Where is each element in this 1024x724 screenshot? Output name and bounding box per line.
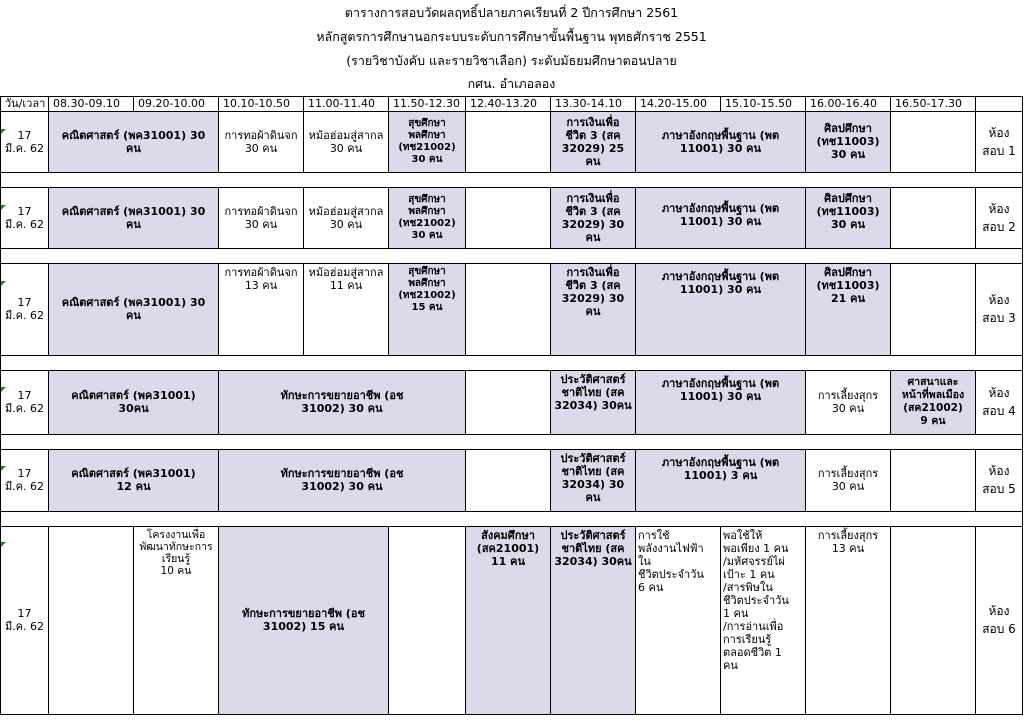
exam-cell[interactable]: หม้อฮ่อมสู่สากล 11 คน: [304, 263, 389, 355]
exam-cell[interactable]: การเงินเพื่อ ชีวิต 3 (สค 32029) 25 คน: [551, 111, 636, 172]
header-slot: 15.10-15.50: [721, 96, 806, 111]
empty-cell[interactable]: [49, 526, 134, 714]
table-row: [1, 187, 1023, 248]
exam-cell[interactable]: โครงงานเพื่อ พัฒนาทักษะการ เรียนรู้ 10 คน: [134, 526, 219, 714]
exam-cell[interactable]: การเลี้ยงสุกร 30 คน: [806, 370, 891, 434]
title-line-1: ตารางการสอบวัดผลฤทธิ์ปลายภาคเรียนที่ 2 ปีการศึกษา 2561: [344, 4, 679, 20]
comment-marker-icon: [1, 129, 6, 134]
exam-cell[interactable]: ศิลปศึกษา (ทช11003) 30 คน: [806, 187, 891, 248]
exam-cell[interactable]: คณิตศาสตร์ (พค31001) 30 คน: [49, 263, 219, 355]
header-slot: 16.00-16.40: [806, 96, 891, 111]
exam-cell[interactable]: สุขศึกษา พลศึกษา (ทช21002) 30 คน: [389, 111, 466, 172]
exam-cell[interactable]: การเงินเพื่อ ชีวิต 3 (สค 32029) 30 คน: [551, 263, 636, 355]
exam-cell[interactable]: ศาสนาและ หน้าที่พลเมือง (สค21002) 9 คน: [891, 370, 976, 434]
exam-cell[interactable]: คณิตศาสตร์ (พค31001) 30 คน: [49, 187, 219, 248]
empty-cell[interactable]: [466, 370, 551, 434]
empty-cell[interactable]: [466, 187, 551, 248]
exam-cell[interactable]: ภาษาอังกฤษพื้นฐาน (พต 11001) 30 คน: [636, 187, 806, 248]
row-gap: [1, 248, 1023, 263]
exam-cell[interactable]: ประวัติศาสตร์ ชาติไทย (สค 32034) 30คน: [551, 526, 636, 714]
exam-cell[interactable]: การทอผ้าดินจก 30 คน: [219, 187, 304, 248]
exam-cell[interactable]: การเลี้ยงสุกร 13 คน: [806, 526, 891, 714]
exam-cell[interactable]: คณิตศาสตร์ (พค31001) 12 คน: [49, 449, 219, 511]
room-cell[interactable]: ห้อง สอบ 3: [976, 263, 1023, 355]
header-slot: 11.00-11.40: [304, 96, 389, 111]
empty-cell[interactable]: [466, 449, 551, 511]
date-cell[interactable]: 17 มี.ค. 62: [1, 111, 49, 172]
date-cell[interactable]: 17 มี.ค. 62: [1, 263, 49, 355]
comment-marker-icon: [1, 466, 6, 471]
header-slot: 13.30-14.10: [551, 96, 636, 111]
exam-cell[interactable]: ประวัติศาสตร์ ชาติไทย (สค 32034) 30คน: [551, 370, 636, 434]
header-slot: 16.50-17.30: [891, 96, 976, 111]
exam-cell[interactable]: การเลี้ยงสุกร 30 คน: [806, 449, 891, 511]
row-gap: [1, 355, 1023, 370]
empty-cell[interactable]: [891, 526, 976, 714]
comment-marker-icon: [1, 542, 6, 547]
comment-marker-icon: [1, 387, 6, 392]
title-line-2: หลักสูตรการศึกษานอกระบบระดับการศึกษาขั้นพื้นฐาน พุทธศักราช 2551: [316, 28, 707, 44]
exam-cell[interactable]: คณิตศาสตร์ (พค31001) 30คน: [49, 370, 219, 434]
date-cell[interactable]: 17 มี.ค. 62: [1, 449, 49, 511]
exam-cell[interactable]: พอใช้ให้ พอเพียง 1 คน /มหัศจรรย์ไผ่ เป้าะ 1 คน /สารพิษใน ชีวิตประจำวัน 1 คน /การอ่านเพื่อ การเรียนรู้ ตลอดชีวิต 1 คน: [721, 526, 806, 714]
header-slot: 12.40-13.20: [466, 96, 551, 111]
empty-cell[interactable]: [891, 449, 976, 511]
row-gap: [1, 511, 1023, 526]
exam-cell[interactable]: การเงินเพื่อ ชีวิต 3 (สค 32029) 30 คน: [551, 187, 636, 248]
table-row: [1, 526, 1023, 714]
date-cell[interactable]: 17 มี.ค. 62: [1, 526, 49, 714]
empty-cell[interactable]: [466, 111, 551, 172]
exam-cell[interactable]: ทักษะการขยายอาชีพ (อช 31002) 30 คน: [219, 370, 466, 434]
comment-marker-icon: [1, 205, 6, 210]
exam-cell[interactable]: หม้อฮ่อมสู่สากล 30 คน: [304, 187, 389, 248]
room-cell[interactable]: ห้อง สอบ 4: [976, 370, 1023, 434]
header-slot: 08.30-09.10: [49, 96, 134, 111]
empty-cell[interactable]: [466, 263, 551, 355]
exam-cell[interactable]: การใช้ พลังงานไฟฟ้า ใน ชีวิตประจำวัน 6 คน: [636, 526, 721, 714]
header-slot: 11.50-12.30: [389, 96, 466, 111]
row-gap: [1, 434, 1023, 449]
room-cell[interactable]: ห้อง สอบ 5: [976, 449, 1023, 511]
exam-cell[interactable]: ภาษาอังกฤษพื้นฐาน (พต 11001) 30 คน: [636, 263, 806, 355]
table-row: [1, 449, 1023, 511]
room-cell[interactable]: ห้อง สอบ 1: [976, 111, 1023, 172]
comment-marker-icon: [1, 281, 6, 286]
exam-cell[interactable]: การทอผ้าดินจก 30 คน: [219, 111, 304, 172]
title-line-4: กศน. อำเภอลอง: [1, 72, 1023, 96]
empty-cell[interactable]: [389, 526, 466, 714]
exam-cell[interactable]: คณิตศาสตร์ (พค31001) 30 คน: [49, 111, 219, 172]
room-cell[interactable]: ห้อง สอบ 6: [976, 526, 1023, 714]
date-cell[interactable]: 17 มี.ค. 62: [1, 370, 49, 434]
empty-cell[interactable]: [891, 187, 976, 248]
exam-cell[interactable]: ประวัติศาสตร์ ชาติไทย (สค 32034) 30 คน: [551, 449, 636, 511]
exam-cell[interactable]: ภาษาอังกฤษพื้นฐาน (พต 11001) 3 คน: [636, 449, 806, 511]
empty-cell[interactable]: [891, 263, 976, 355]
exam-cell[interactable]: สุขศึกษา พลศึกษา (ทช21002) 30 คน: [389, 187, 466, 248]
table-row: [1, 111, 1023, 172]
header-slot: 14.20-15.00: [636, 96, 721, 111]
exam-cell[interactable]: สุขศึกษา พลศึกษา (ทช21002) 15 คน: [389, 263, 466, 355]
exam-cell[interactable]: ศิลปศึกษา (ทช11003) 21 คน: [806, 263, 891, 355]
header-day-time: วัน/เวลา: [1, 96, 49, 111]
exam-cell[interactable]: การทอผ้าดินจก 13 คน: [219, 263, 304, 355]
exam-cell[interactable]: ศิลปศึกษา (ทช11003) 30 คน: [806, 111, 891, 172]
exam-cell[interactable]: ทักษะการขยายอาชีพ (อช 31002) 15 คน: [219, 526, 389, 714]
table-row: [1, 370, 1023, 434]
title-line-3: (รายวิชาบังคับ และรายวิชาเลือก) ระดับมัธยมศึกษาตอนปลาย: [346, 52, 677, 68]
exam-cell[interactable]: ทักษะการขยายอาชีพ (อช 31002) 30 คน: [219, 449, 466, 511]
header-slot: 10.10-10.50: [219, 96, 304, 111]
exam-cell[interactable]: ภาษาอังกฤษพื้นฐาน (พต 11001) 30 คน: [636, 111, 806, 172]
date-cell[interactable]: 17 มี.ค. 62: [1, 187, 49, 248]
exam-cell[interactable]: หม้อฮ่อมสู่สากล 30 คน: [304, 111, 389, 172]
header-room: [976, 96, 1023, 111]
exam-cell[interactable]: ภาษาอังกฤษพื้นฐาน (พต 11001) 30 คน: [636, 370, 806, 434]
room-cell[interactable]: ห้อง สอบ 2: [976, 187, 1023, 248]
row-gap: [1, 172, 1023, 187]
empty-cell[interactable]: [891, 111, 976, 172]
header-slot: 09.20-10.00: [134, 96, 219, 111]
exam-cell[interactable]: สังคมศึกษา (สค21001) 11 คน: [466, 526, 551, 714]
table-row: [1, 263, 1023, 355]
